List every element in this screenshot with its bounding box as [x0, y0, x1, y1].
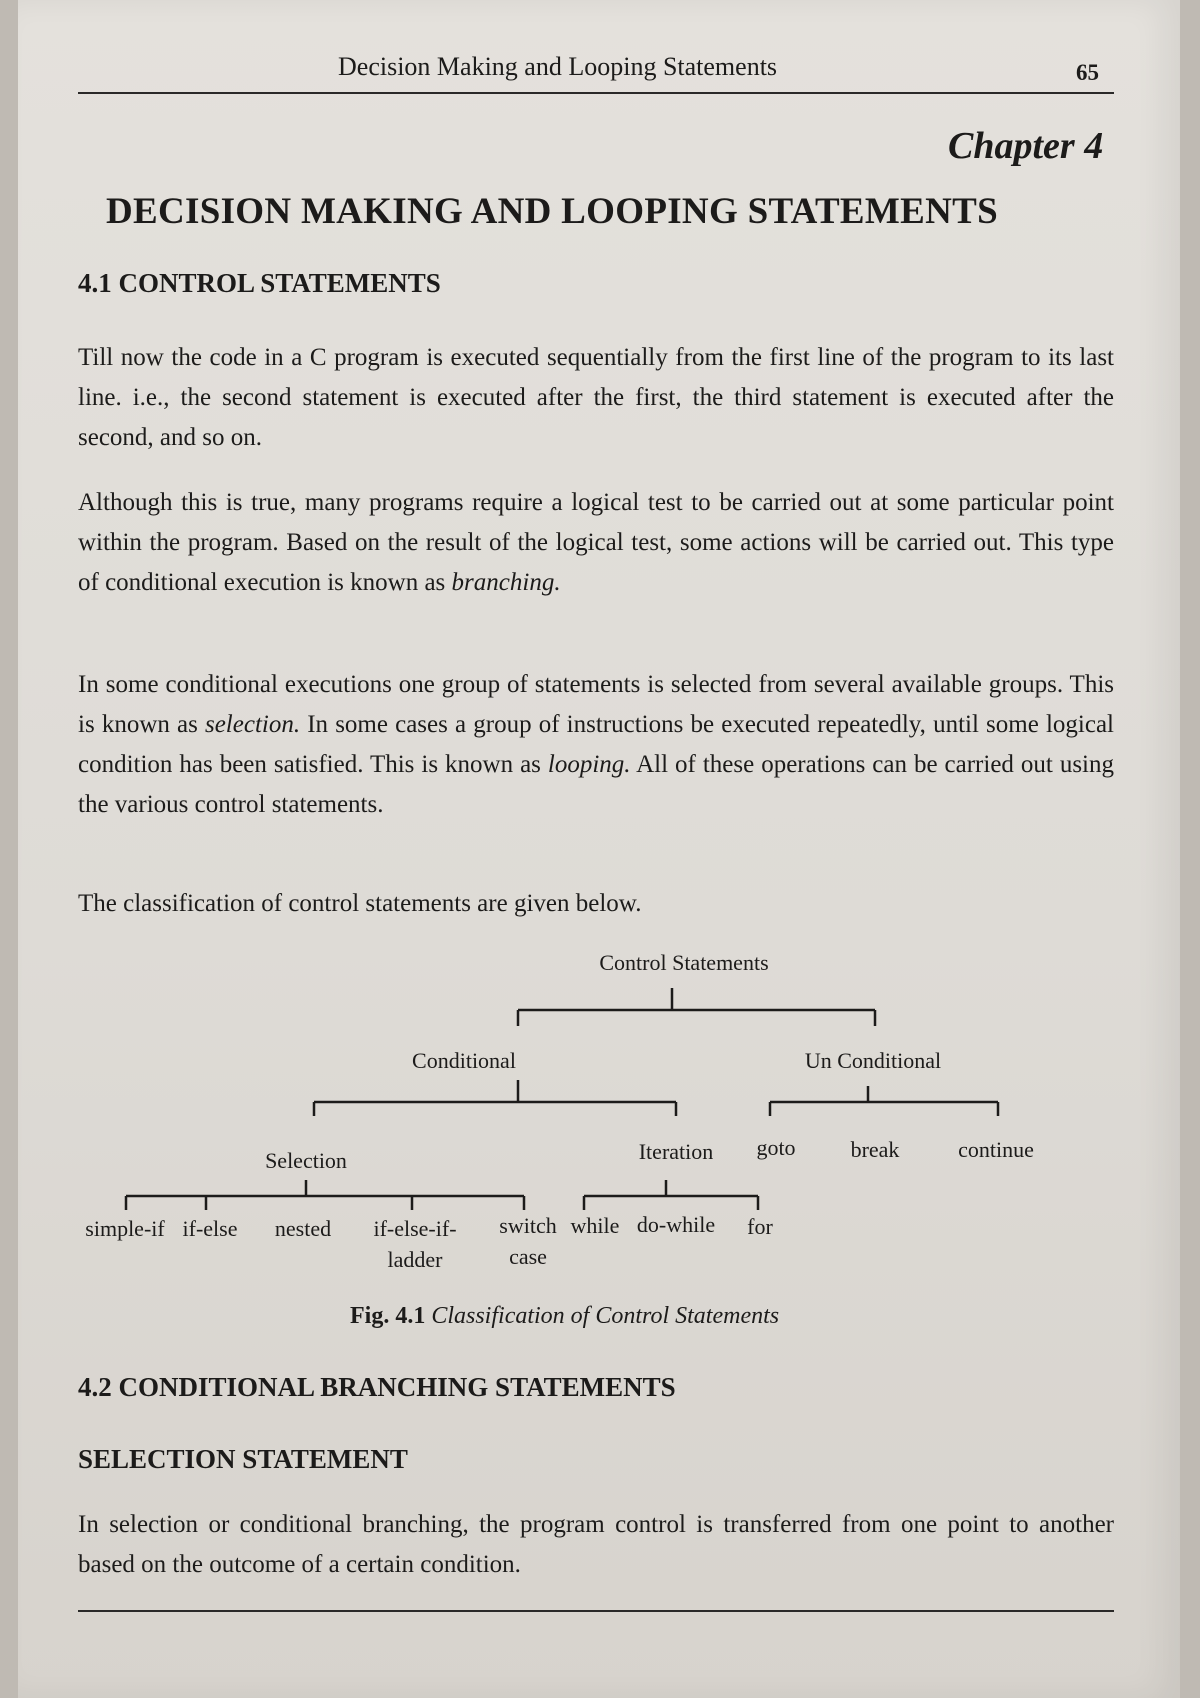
paragraph-branching — [78, 483, 1114, 603]
page-number: 65 — [1076, 60, 1099, 85]
node-unconditional: Un Conditional — [804, 1048, 942, 1073]
node-if-else-if-ladder-line2: ladder — [387, 1247, 443, 1272]
figure-title: Classification of Control Statements — [431, 1303, 780, 1329]
subheading-selection-statement: SELECTION STATEMENT — [78, 1444, 408, 1474]
paragraph-sequential-execution: Till now the code in a C program is executed sequentially from the first line of the program to its last line. i.e., the second statement is executed after the first, the third statement is executed after the second, and so on. — [78, 344, 1114, 451]
figure-caption — [350, 1303, 779, 1330]
node-selection: Selection — [265, 1148, 347, 1173]
node-simple-if: simple-if — [85, 1216, 165, 1241]
footer-rule — [78, 1610, 1114, 1612]
chapter-label: Chapter 4 — [948, 125, 1104, 167]
paragraph-selection-looping — [78, 665, 1114, 825]
control-statements-tree-diagram — [18, 930, 1180, 1300]
chapter-title: DECISION MAKING AND LOOPING STATEMENTS — [106, 191, 998, 232]
book-page — [18, 0, 1180, 1698]
node-conditional: Conditional — [412, 1048, 516, 1073]
running-head-title: Decision Making and Looping Statements — [338, 52, 778, 81]
header-rule — [78, 92, 1114, 94]
node-control-statements: Control Statements — [599, 950, 769, 975]
paragraph-text: Although this is true, many programs require a logical test to be carried out at some particular point within the program. Based on the result of the logical test, some actions will be carried out. This type of conditional execution is known as — [78, 489, 1114, 596]
node-break: break — [850, 1137, 900, 1162]
term-looping: looping. — [547, 751, 631, 778]
node-do-while: do-while — [636, 1212, 716, 1237]
figure-number: Fig. 4.1 — [350, 1303, 426, 1329]
node-for: for — [747, 1214, 773, 1239]
paragraph-text: In some cases a group of instructions be executed repeatedly, until some logical condition has been satisfied. This is known as — [78, 711, 1114, 778]
section-heading-4-2: 4.2 CONDITIONAL BRANCHING STATEMENTS — [78, 1372, 676, 1402]
node-nested: nested — [274, 1216, 332, 1241]
paragraph-text: In some conditional executions one group of statements is selected from several available groups. This is known as — [78, 671, 1114, 738]
term-branching: branching. — [451, 569, 561, 596]
node-goto: goto — [756, 1135, 796, 1160]
tree-connectors — [126, 988, 998, 1210]
paragraph-classification-intro: The classification of control statements are given below. — [78, 890, 642, 917]
node-while: while — [570, 1213, 620, 1238]
node-if-else: if-else — [182, 1216, 238, 1241]
node-switch-case-line2: case — [509, 1244, 547, 1269]
paragraph-text: All of these operations can be carried out using the various control statements. — [78, 751, 1114, 818]
term-selection: selection. — [204, 711, 301, 738]
section-heading-4-1: 4.1 CONTROL STATEMENTS — [78, 268, 441, 298]
node-continue: continue — [958, 1137, 1034, 1162]
node-switch-case-line1: switch — [499, 1213, 557, 1238]
node-if-else-if-ladder-line1: if-else-if- — [373, 1216, 457, 1241]
node-iteration: Iteration — [638, 1139, 714, 1164]
paragraph-selection-definition: In selection or conditional branching, the program control is transferred from one point to another based on the outcome of a certain condition. — [78, 1511, 1114, 1578]
